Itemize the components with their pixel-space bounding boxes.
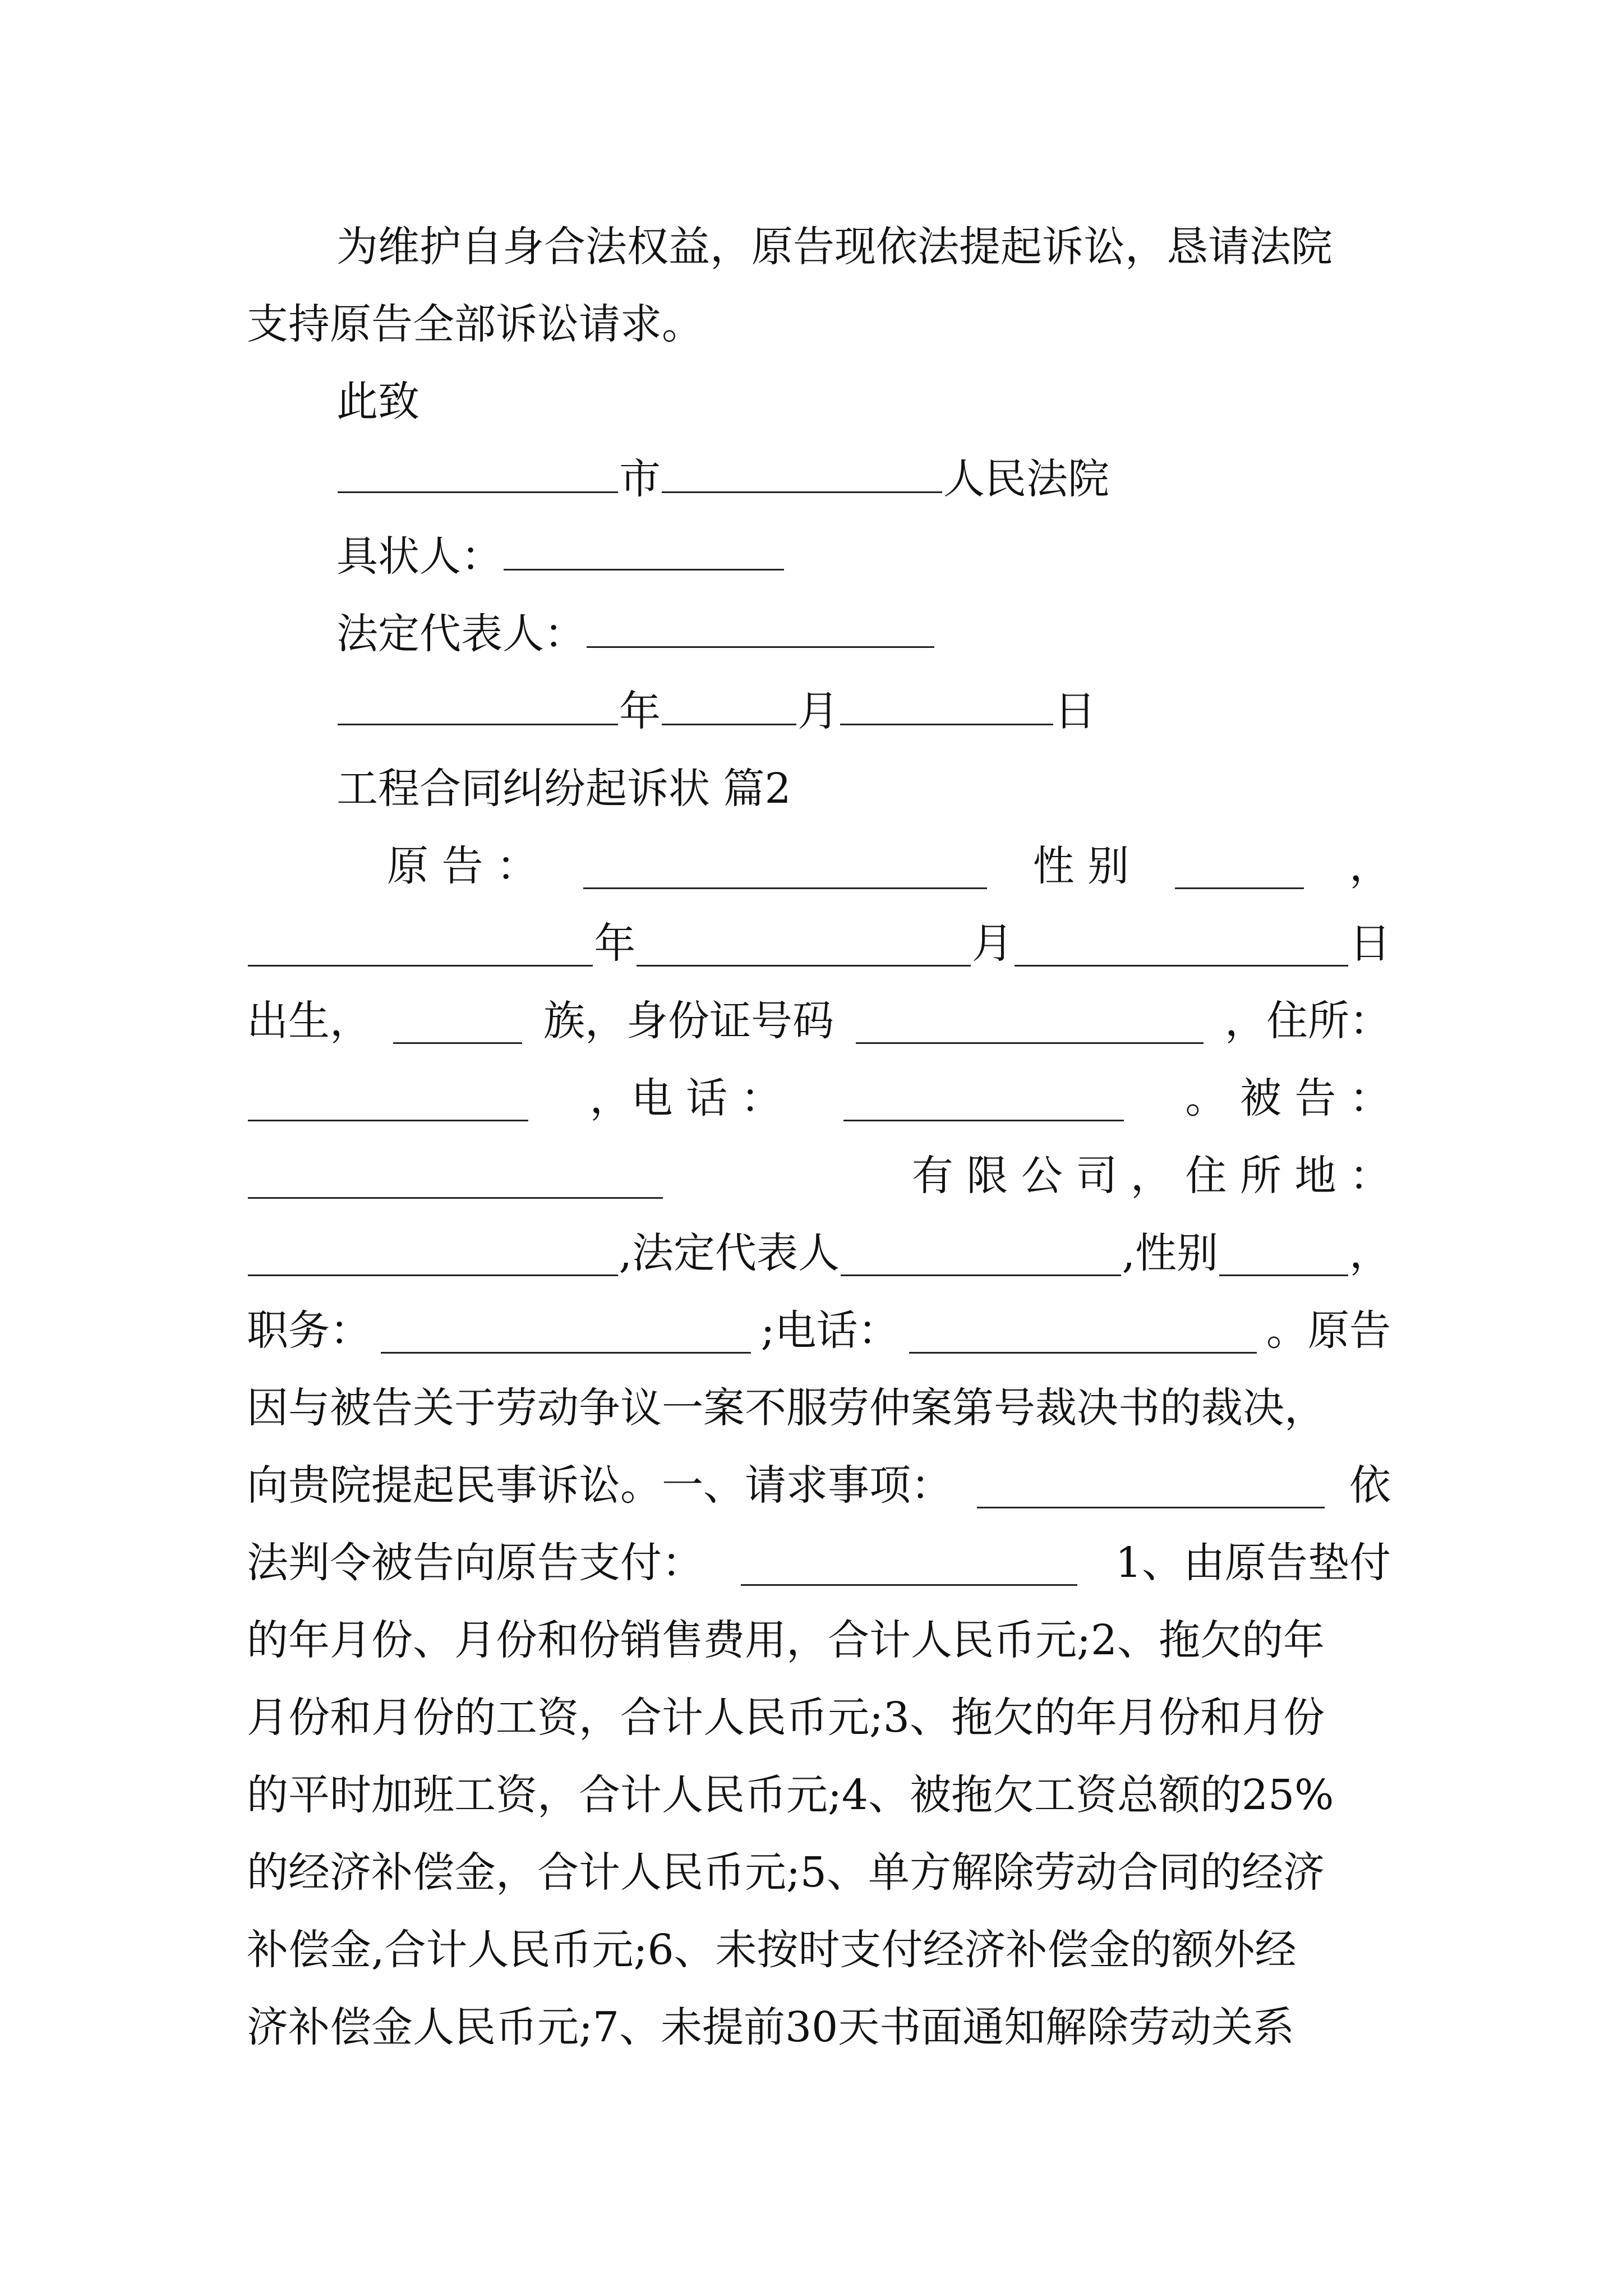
day-label: 日 [1054, 687, 1096, 735]
birth-year-label: 年 [594, 919, 636, 968]
body-line-9: 济补偿金人民币元;7、未提前30天书面通知解除劳动关系 [247, 2003, 1295, 2051]
closing-line-2: 支持原告全部诉讼请求。 [247, 300, 703, 348]
company-address-blank [248, 1231, 618, 1276]
body-line-8: 补偿金,合计人民币元;6、未按时支付经济补偿金的额外经 [247, 1926, 1297, 1974]
gender2-blank [1219, 1231, 1348, 1276]
payment-label: 法判令被告向原告支付： [247, 1539, 703, 1587]
claims-label: 向贵院提起民事诉讼。一、请求事项： [247, 1461, 952, 1510]
address-label: ，住所： [1225, 997, 1391, 1045]
body-line-7: 的经济补偿金，合计人民币元;5、单方解除劳动合同的经济 [247, 1848, 1325, 1897]
year-blank [338, 680, 618, 725]
body-line-2 [247, 1447, 1391, 1524]
gender2-label: ,性别 [1122, 1229, 1219, 1277]
duty-blank [381, 1308, 751, 1354]
id-number-blank [856, 999, 1204, 1044]
court-name-label: 人民法院 [943, 455, 1109, 503]
ethnic-id-label: 族，身份证号码 [543, 997, 834, 1045]
company-rep-blank [841, 1231, 1121, 1276]
court-blank [662, 448, 942, 493]
ethnic-blank [393, 999, 522, 1044]
day-blank [840, 680, 1053, 725]
month-blank [662, 680, 796, 725]
representative-line [336, 595, 1481, 673]
claims-tail: 依 [1349, 1461, 1391, 1510]
plaintiff-label: 原 告 ： [387, 842, 538, 890]
signer-label: 具状人： [336, 532, 502, 581]
body-line-6: 的平时加班工资，合计人民币元;4、被拖欠工资总额的25% [247, 1771, 1334, 1819]
body-line-1: 因与被告关于劳动争议一案不服劳仲案第号裁决书的裁决， [247, 1384, 1326, 1432]
company-rep-line [247, 1214, 1391, 1292]
birth-month-label: 月 [971, 919, 1013, 968]
body-line-3 [247, 1524, 1391, 1602]
representative-blank [587, 602, 934, 648]
payment-tail: 1、由原告垫付 [1115, 1539, 1391, 1587]
birth-date-line [247, 905, 1391, 982]
year-label: 年 [619, 687, 661, 735]
signer-line [336, 518, 1481, 595]
company-rep-label: ,法定代表人 [619, 1229, 840, 1277]
defendant-label: 。 被 告 ： [1185, 1074, 1391, 1122]
gender-blank [1175, 844, 1304, 889]
plaintiff-name-blank [583, 844, 987, 889]
phone2-blank [909, 1308, 1257, 1354]
birth-month-blank [637, 921, 970, 967]
closing-line-1: 为维护自身合法权益，原告现依法提起诉讼，恳请法院 [336, 223, 1332, 271]
body-line-5: 月份和月份的工资，合计人民币元;3、拖欠的年月份和月份 [247, 1694, 1325, 1742]
comma2: ， [1349, 1229, 1391, 1277]
representative-label: 法定代表人： [336, 610, 585, 658]
city-blank [338, 448, 618, 493]
phone2-label: ;电话： [760, 1306, 900, 1355]
company-address-label: 有 限 公 司 ， 住 所 地 ： [911, 1152, 1391, 1200]
month-label: 月 [797, 687, 839, 735]
identity-line [247, 982, 1391, 1060]
gender-label: 性 别 [1032, 842, 1129, 890]
section-heading: 工程合同纠纷起诉状 篇2 [336, 765, 791, 813]
phone-defendant-line [247, 1060, 1391, 1137]
company-blank [248, 1153, 663, 1199]
phone-blank [843, 1076, 1124, 1121]
duty-label: 职务： [247, 1306, 371, 1355]
plaintiff2-label: 。原告 [1266, 1306, 1391, 1355]
birth-day-label: 日 [1349, 919, 1391, 968]
address-blank [248, 1076, 528, 1121]
birth-year-blank [248, 921, 593, 967]
salutation: 此致 [336, 378, 419, 426]
duty-phone-line [247, 1292, 1391, 1369]
payment-blank [741, 1540, 1077, 1586]
signer-blank [504, 525, 784, 570]
court-city-label: 市 [619, 455, 661, 503]
comma: ， [1349, 842, 1391, 890]
born-label: 出生， [247, 997, 371, 1045]
birth-day-blank [1015, 921, 1348, 967]
phone-label: ，电 话 ： [589, 1074, 782, 1122]
court-line [336, 440, 1481, 518]
claims-blank [977, 1463, 1325, 1508]
company-line [247, 1137, 1391, 1214]
body-line-4: 的年月份、月份和份销售费用，合计人民币元;2、拖欠的年 [247, 1616, 1325, 1664]
plaintiff-line [387, 827, 1391, 905]
date-line [336, 673, 1481, 750]
